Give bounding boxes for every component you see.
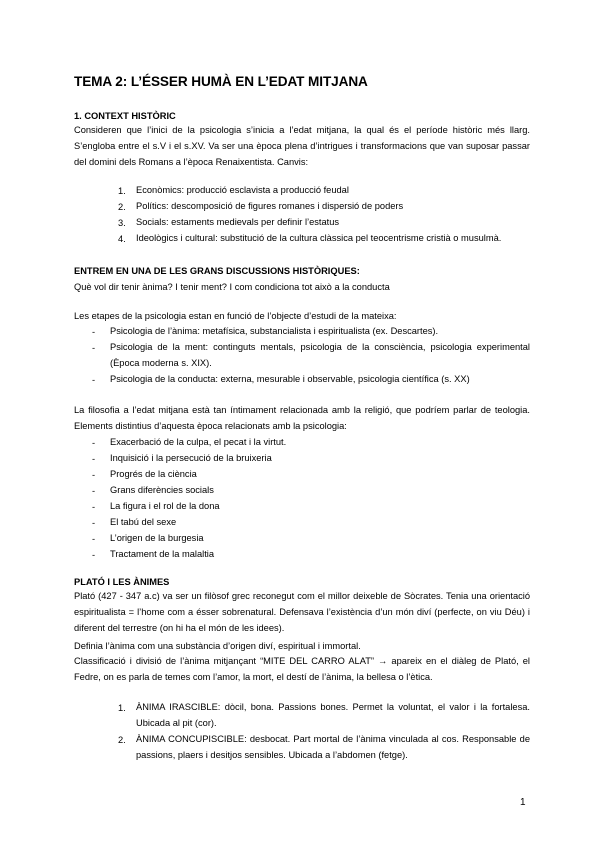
dash-bullet: -	[92, 486, 96, 496]
dash-bullet: -	[92, 534, 96, 544]
list-number: 2.	[118, 202, 126, 212]
dash-bullet: -	[92, 454, 96, 464]
list-number: 4.	[118, 234, 126, 244]
dash-bullet: -	[92, 518, 96, 528]
stage-item: Psicologia de la ment: continguts mentals, psicologia de la consciència, psicologia experimental (Època moderna s. XIX).	[110, 342, 530, 369]
stages-intro: Les etapes de la psicologia estan en funció de l’objecte d’estudi de la mateixa:	[74, 311, 397, 321]
element-item: Exacerbació de la culpa, el pecat i la virtut.	[110, 437, 287, 447]
element-item: Tractament de la malaltia	[110, 549, 215, 559]
stage-item: Psicologia de l’ànima: metafísica, substancialista i espiritualista (ex. Descartes).	[110, 326, 439, 336]
paragraph-context: Consideren que l’inici de la psicologia s’inicia a l’edat mitjana, la qual és el període històric més llarg. S’engloba entre el s.V i el s.XV. Va ser una època plena d’intrigues i transformacions que van suposar passar del domini dels Romans a l’època Renaixentista. Canvis:	[74, 125, 530, 168]
section-heading-context: 1. CONTEXT HISTÒRIC	[74, 111, 176, 121]
dash-bullet: -	[92, 343, 96, 353]
page-title: TEMA 2: L’ÉSSER HUMÀ EN L’EDAT MITJANA	[74, 74, 368, 89]
section-heading-plato: PLATÓ I LES ÀNIMES	[74, 577, 170, 587]
element-item: Inquisició i la persecució de la bruixeria	[110, 453, 272, 463]
element-item: L’origen de la burgesia	[110, 533, 204, 543]
dash-bullet: -	[92, 502, 96, 512]
section-heading-discussions: ENTREM EN UNA DE LES GRANS DISCUSSIONS HISTÒRIQUES:	[74, 266, 360, 276]
element-item: Grans diferències socials	[110, 485, 214, 495]
question-line: Què vol dir tenir ànima? I tenir ment? I com condiciona tot això a la conducta	[74, 282, 390, 292]
page-number: 1	[520, 797, 526, 808]
list-number: 2.	[118, 735, 126, 745]
paragraph-philosophy: La filosofia a l’edat mitjana està tan íntimament relacionada amb la religió, que podríem parlar de teologia. Elements distintius d’aquesta època relacionats amb la psicologia:	[74, 405, 530, 432]
list-item: Polítics: descomposició de figures romanes i dispersió de poders	[136, 201, 404, 211]
paragraph-chariot-myth: Classificació i divisió de l’ànima mitjançant “MITE DEL CARRO ALAT” → apareix en el diàleg de Plató, el Fedre, on es parla de temes com l’amor, la mort, el destí de l’ànima, la bellesa o l’ètica.	[74, 656, 530, 683]
element-item: El tabú del sexe	[110, 517, 177, 527]
paragraph-plato: Plató (427 - 347 a.c) va ser un filòsof grec reconegut com el millor deixeble de Sòcrates. Tenia una orientació espiritualista = l’home com a ésser sobrenatural. Defensava l’existència d’un món diví (perfecte, on viu Déu) i diferent del terrestre (on hi ha el món de les idees).	[74, 591, 530, 634]
dash-bullet: -	[92, 375, 96, 385]
dash-bullet: -	[92, 550, 96, 560]
list-number: 1.	[118, 186, 126, 196]
element-item: Progrés de la ciència	[110, 469, 197, 479]
stage-item: Psicologia de la conducta: externa, mesurable i observable, psicologia científica (s. XX)	[110, 374, 470, 384]
list-item: Socials: estaments medievals per definir l’estatus	[136, 217, 340, 227]
list-number: 1.	[118, 703, 126, 713]
list-number: 3.	[118, 218, 126, 228]
soul-item: ÀNIMA IRASCIBLE: dòcil, bona. Passions bones. Permet la voluntat, el valor i la fortalesa. Ubicada al pit (cor).	[136, 702, 530, 729]
list-item: Ideològics i cultural: substitució de la cultura clàssica pel teocentrisme cristià o musulmà.	[136, 233, 502, 243]
list-item: Econòmics: producció esclavista a producció feudal	[136, 185, 349, 195]
dash-bullet: -	[92, 327, 96, 337]
dash-bullet: -	[92, 438, 96, 448]
soul-definition: Definia l’ànima com una substància d’origen diví, espiritual i immortal.	[74, 641, 361, 651]
soul-item: ÀNIMA CONCUPISCIBLE: desbocat. Part mortal de l’ànima vinculada al cos. Responsable de passions, plaers i desitjos sensibles. Ubicada a l’abdomen (fetge).	[136, 734, 530, 761]
dash-bullet: -	[92, 470, 96, 480]
element-item: La figura i el rol de la dona	[110, 501, 220, 511]
